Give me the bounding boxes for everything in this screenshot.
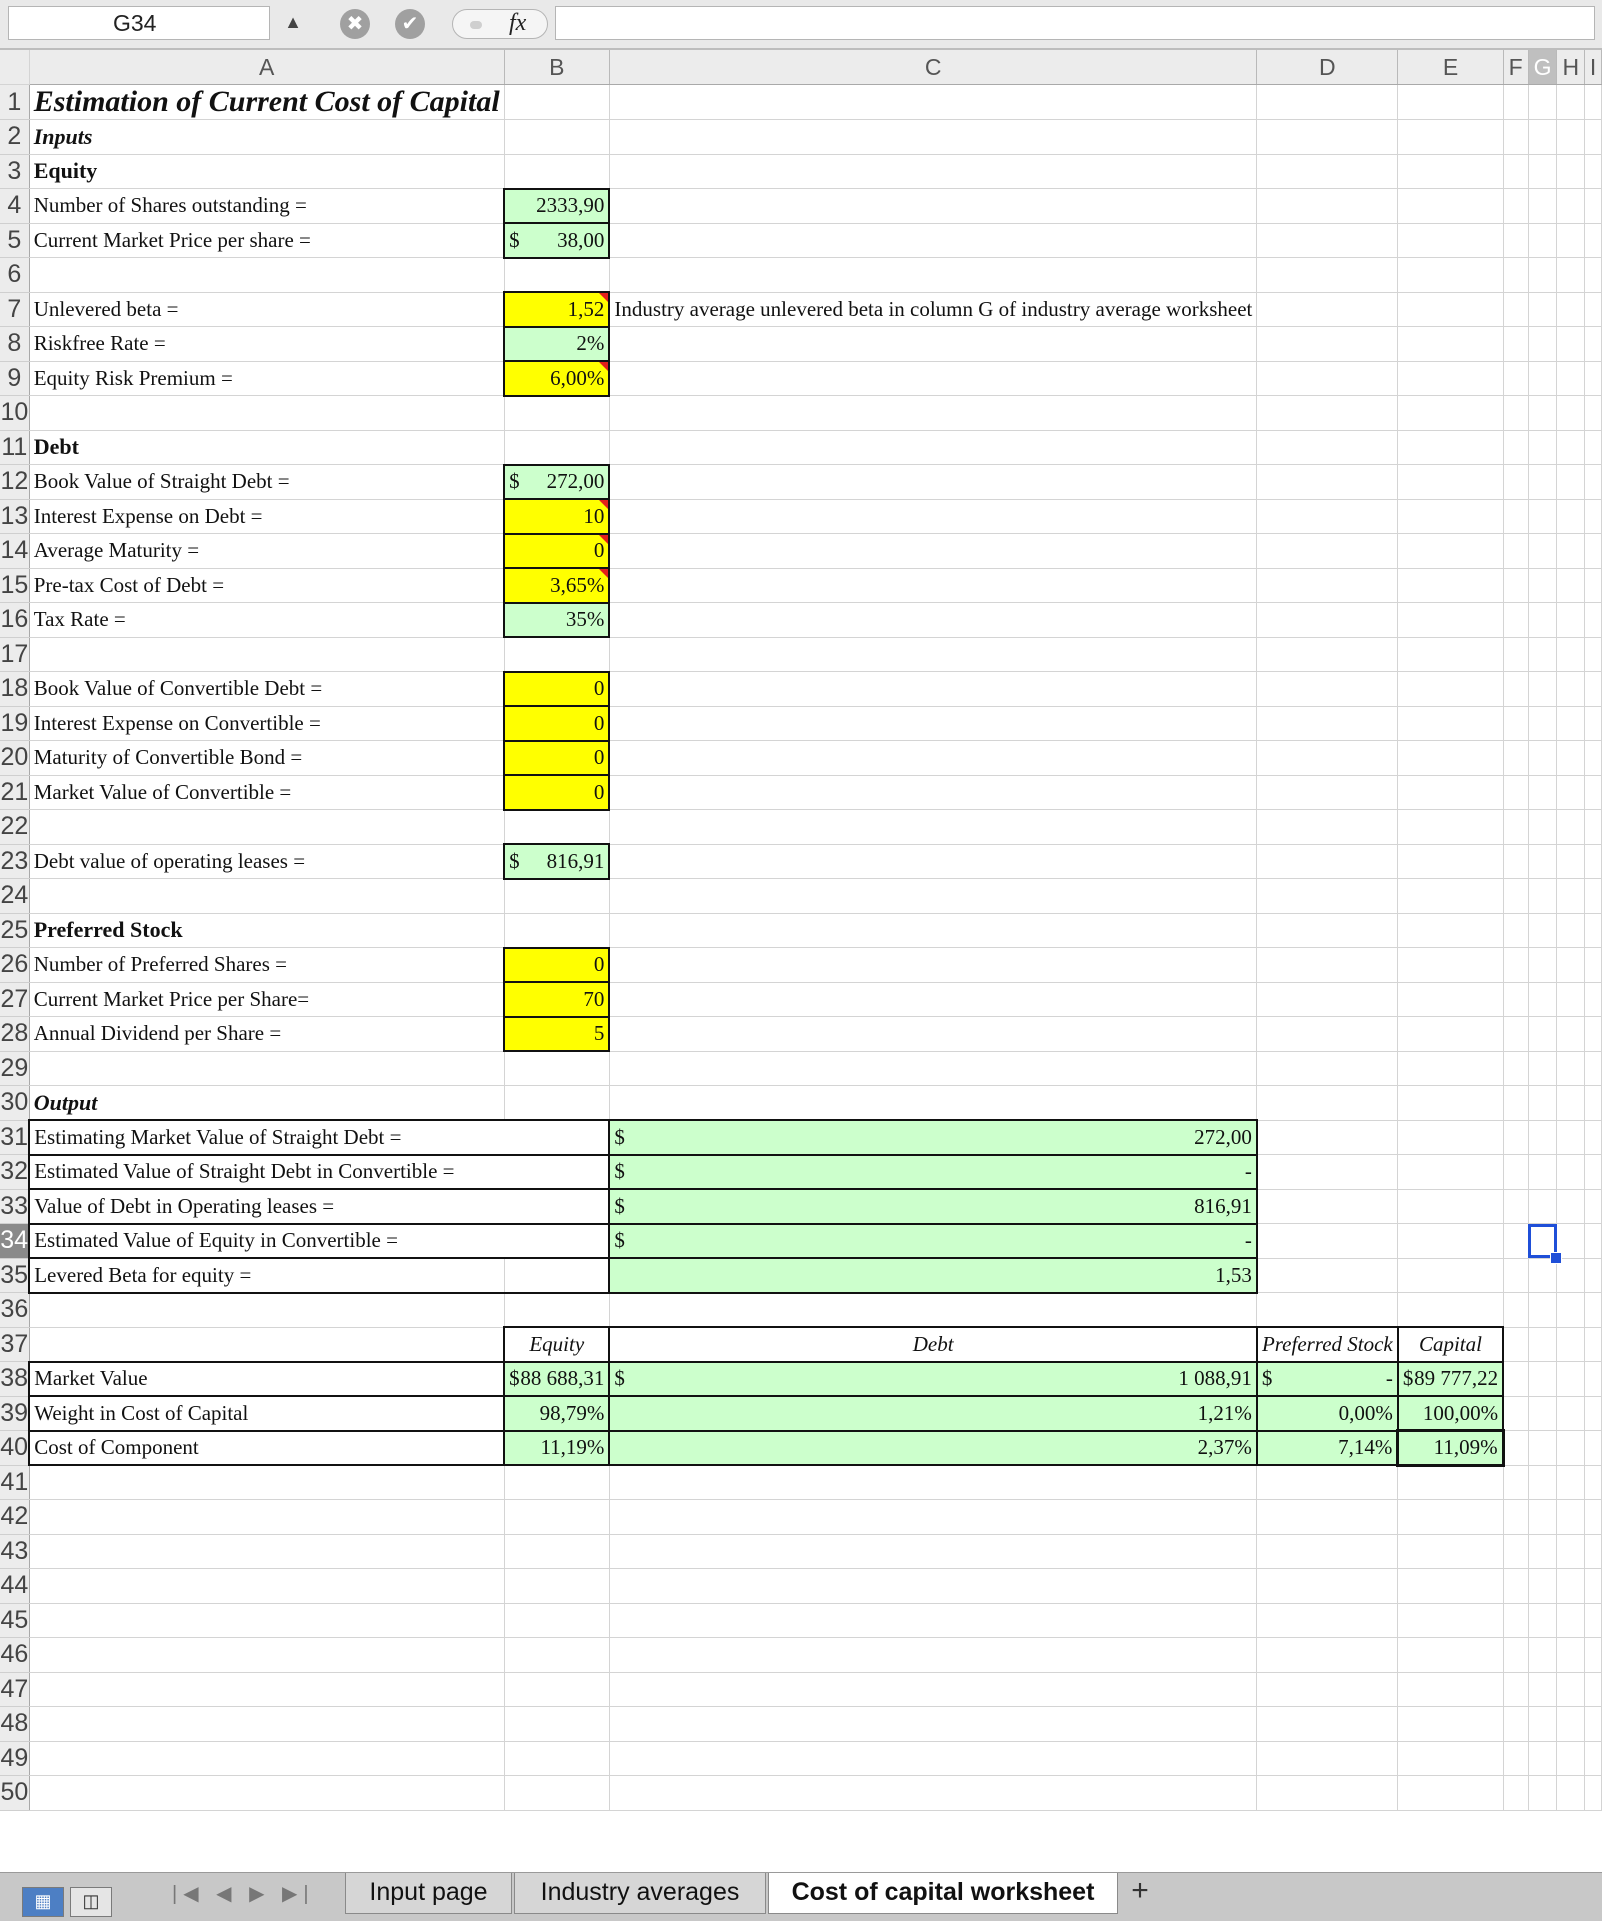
debt-heading[interactable]: Debt	[29, 430, 504, 465]
preferred-heading[interactable]: Preferred Stock	[29, 913, 504, 948]
conv-market-label[interactable]: Market Value of Convertible =	[29, 775, 504, 810]
fill-handle[interactable]	[1550, 1252, 1562, 1264]
insert-function-button[interactable]: fx	[452, 9, 548, 39]
tax-label[interactable]: Tax Rate =	[29, 603, 504, 638]
straight-in-conv-value: -	[1244, 1159, 1252, 1184]
debt-leases-cell[interactable]	[609, 1189, 1256, 1224]
equity-in-conv-label[interactable]: Estimated Value of Equity in Convertible =	[29, 1224, 609, 1259]
tab-input-page[interactable]: Input page	[345, 1873, 512, 1914]
market-value-preferred-amount: -	[1385, 1366, 1393, 1391]
row-header[interactable]: 17	[0, 637, 29, 672]
conv-interest-cell[interactable]: 0	[504, 706, 609, 741]
leases-cell[interactable]	[504, 844, 609, 879]
row-header[interactable]: 3	[0, 154, 29, 189]
row-header[interactable]: 32	[0, 1155, 29, 1190]
pref-div-label[interactable]: Annual Dividend per Share =	[29, 1017, 504, 1052]
row-header[interactable]: 37	[0, 1327, 29, 1362]
book-debt-cell[interactable]	[504, 465, 609, 500]
row-header[interactable]: 21	[0, 775, 29, 810]
weight-label[interactable]: Weight in Cost of Capital	[29, 1396, 504, 1431]
sheet-nav-arrows-icon[interactable]: |◀ ◀ ▶ ▶|	[172, 1883, 315, 1905]
column-header-b[interactable]: B	[504, 50, 609, 85]
row-header[interactable]: 30	[0, 1086, 29, 1121]
row-header[interactable]: 9	[0, 361, 29, 396]
mv-straight-label[interactable]: Estimating Market Value of Straight Debt =	[29, 1120, 609, 1155]
row-header[interactable]: 31	[0, 1120, 29, 1155]
currency-symbol: $	[509, 848, 520, 873]
interest-label[interactable]: Interest Expense on Debt =	[29, 499, 504, 534]
equity-heading[interactable]: Equity	[29, 154, 504, 189]
currency-symbol: $	[614, 1228, 625, 1253]
maturity-label[interactable]: Average Maturity =	[29, 534, 504, 569]
column-header-d[interactable]: D	[1257, 50, 1398, 85]
row-header[interactable]: 39	[0, 1396, 29, 1431]
weight-debt[interactable]: 1,21%	[609, 1396, 1256, 1431]
currency-symbol: $	[1402, 1366, 1414, 1391]
row-header[interactable]: 33	[0, 1189, 29, 1224]
row-header[interactable]: 10	[0, 396, 29, 431]
row-header[interactable]: 11	[0, 430, 29, 465]
row-header[interactable]: 25	[0, 913, 29, 948]
column-header-h[interactable]: H	[1557, 50, 1585, 85]
summary-header-preferred[interactable]: Preferred Stock	[1257, 1327, 1398, 1362]
currency-symbol: $	[614, 1366, 625, 1391]
row-header[interactable]: 48	[0, 1707, 29, 1742]
row-header[interactable]: 45	[0, 1603, 29, 1638]
row-header[interactable]: 4	[0, 189, 29, 224]
maturity-cell[interactable]: 0	[504, 534, 609, 569]
price-label[interactable]: Current Market Price per share =	[29, 223, 504, 258]
weight-preferred[interactable]: 0,00%	[1257, 1396, 1398, 1431]
row-header[interactable]: 22	[0, 810, 29, 845]
unlevered-beta-cell[interactable]: 1,52	[504, 292, 609, 327]
sheet-tab-bar	[0, 1872, 1602, 1921]
currency-symbol: $	[614, 1124, 625, 1149]
formula-input[interactable]	[555, 6, 1595, 40]
row-header[interactable]: 26	[0, 948, 29, 983]
name-box-stepper-icon[interactable]: ▲	[284, 12, 302, 32]
conv-maturity-cell[interactable]: 0	[504, 741, 609, 776]
row-header[interactable]: 16	[0, 603, 29, 638]
cancel-formula-icon[interactable]: ✖	[340, 9, 370, 39]
worksheet-table	[0, 50, 1602, 1811]
market-value-equity[interactable]	[504, 1362, 609, 1397]
row-header[interactable]: 24	[0, 879, 29, 914]
active-cell-g34[interactable]	[1528, 1224, 1557, 1259]
mv-straight-cell[interactable]	[609, 1120, 1256, 1155]
pref-price-label[interactable]: Current Market Price per Share=	[29, 982, 504, 1017]
row-header[interactable]: 47	[0, 1672, 29, 1707]
add-sheet-icon[interactable]: +	[1131, 1874, 1149, 1907]
pretax-label[interactable]: Pre-tax Cost of Debt =	[29, 568, 504, 603]
confirm-formula-icon[interactable]: ✔	[395, 9, 425, 39]
currency-symbol: $	[509, 227, 520, 252]
column-header-f[interactable]: F	[1503, 50, 1528, 85]
column-header-e[interactable]: E	[1398, 50, 1503, 85]
row-header[interactable]: 8	[0, 327, 29, 362]
levered-beta-label[interactable]: Levered Beta for equity =	[29, 1258, 504, 1293]
pretax-cell[interactable]: 3,65%	[504, 568, 609, 603]
weight-capital[interactable]: 100,00%	[1398, 1396, 1503, 1431]
column-header-g[interactable]: G	[1528, 50, 1557, 85]
market-value-equity-amount: 88 688,31	[520, 1366, 605, 1391]
interest-cell[interactable]: 10	[504, 499, 609, 534]
tax-cell[interactable]: 35%	[504, 603, 609, 638]
currency-symbol: $	[1261, 1366, 1273, 1391]
market-value-label[interactable]: Market Value	[29, 1362, 504, 1397]
row-header[interactable]: 40	[0, 1431, 29, 1466]
row-header[interactable]: 41	[0, 1465, 29, 1500]
row-header[interactable]: 49	[0, 1741, 29, 1776]
erp-label[interactable]: Equity Risk Premium =	[29, 361, 504, 396]
leases-label[interactable]: Debt value of operating leases =	[29, 844, 504, 879]
formula-bar	[0, 0, 1602, 50]
name-box[interactable]: G34	[8, 6, 270, 40]
mv-straight-value: 272,00	[1194, 1124, 1252, 1149]
cost-debt[interactable]: 2,37%	[609, 1431, 1256, 1466]
conv-interest-label[interactable]: Interest Expense on Convertible =	[29, 706, 504, 741]
spreadsheet-grid	[0, 50, 1602, 1870]
pref-price-cell[interactable]: 70	[504, 982, 609, 1017]
row-header[interactable]: 27	[0, 982, 29, 1017]
pref-shares-label[interactable]: Number of Preferred Shares =	[29, 948, 504, 983]
conv-maturity-label[interactable]: Maturity of Convertible Bond =	[29, 741, 504, 776]
levered-beta-cell[interactable]: 1,53	[609, 1258, 1256, 1293]
column-header-c[interactable]: C	[609, 50, 1256, 85]
currency-symbol: $	[614, 1193, 625, 1218]
row-header[interactable]: 2	[0, 120, 29, 155]
summary-header-equity[interactable]: Equity	[504, 1327, 609, 1362]
tab-cost-of-capital-worksheet[interactable]: Cost of capital worksheet	[768, 1873, 1118, 1914]
cost-equity[interactable]: 11,19%	[504, 1431, 609, 1466]
row-header[interactable]: 46	[0, 1638, 29, 1673]
cost-capital[interactable]: 11,09%	[1398, 1431, 1503, 1466]
summary-header-debt[interactable]: Debt	[609, 1327, 1256, 1362]
straight-in-conv-cell[interactable]	[609, 1155, 1256, 1190]
select-all-corner[interactable]	[0, 50, 29, 85]
row-header[interactable]: 36	[0, 1293, 29, 1328]
equity-in-conv-value: -	[1244, 1228, 1252, 1253]
row-header[interactable]: 34	[0, 1224, 29, 1259]
debt-leases-value: 816,91	[1194, 1193, 1252, 1218]
market-value-capital-amount: 89 777,22	[1414, 1366, 1499, 1391]
price-value-cell[interactable]	[504, 223, 609, 258]
row-header[interactable]: 29	[0, 1051, 29, 1086]
row-header[interactable]: 50	[0, 1776, 29, 1811]
column-header-i[interactable]: I	[1585, 50, 1602, 85]
row-header[interactable]: 38	[0, 1362, 29, 1397]
row-header[interactable]: 15	[0, 568, 29, 603]
unlevered-beta-label[interactable]: Unlevered beta =	[29, 292, 504, 327]
leases-value: 816,91	[546, 848, 605, 873]
conv-book-label[interactable]: Book Value of Convertible Debt =	[29, 672, 504, 707]
market-value-debt-amount: 1 088,91	[1178, 1366, 1252, 1391]
row-header[interactable]: 12	[0, 465, 29, 500]
shares-value-cell[interactable]: 2333,90	[504, 189, 609, 224]
row-header[interactable]: 14	[0, 534, 29, 569]
cost-preferred[interactable]: 7,14%	[1257, 1431, 1398, 1466]
pref-shares-cell[interactable]: 0	[504, 948, 609, 983]
book-debt-label[interactable]: Book Value of Straight Debt =	[29, 465, 504, 500]
row-header[interactable]: 19	[0, 706, 29, 741]
unlevered-beta-note[interactable]: Industry average unlevered beta in column G of industry average worksheet	[609, 292, 1256, 327]
currency-symbol: $	[509, 1366, 520, 1391]
row-header[interactable]: 28	[0, 1017, 29, 1052]
straight-in-conv-label[interactable]: Estimated Value of Straight Debt in Convertible =	[29, 1155, 609, 1190]
row-header[interactable]: 6	[0, 258, 29, 293]
row-header[interactable]: 1	[0, 85, 29, 120]
pref-div-cell[interactable]: 5	[504, 1017, 609, 1052]
weight-equity[interactable]: 98,79%	[504, 1396, 609, 1431]
page-layout-view-icon[interactable]: ◫	[70, 1887, 112, 1917]
riskfree-cell[interactable]: 2%	[504, 327, 609, 362]
market-value-capital[interactable]	[1398, 1362, 1503, 1397]
column-header-a[interactable]: A	[29, 50, 504, 85]
output-heading[interactable]: Output	[29, 1086, 504, 1121]
debt-leases-label[interactable]: Value of Debt in Operating leases =	[29, 1189, 609, 1224]
market-value-debt[interactable]	[609, 1362, 1256, 1397]
cost-label[interactable]: Cost of Component	[29, 1431, 504, 1466]
book-debt-value: 272,00	[546, 469, 605, 494]
row-header[interactable]: 23	[0, 844, 29, 879]
view-buttons	[22, 1887, 118, 1917]
row-header[interactable]: 20	[0, 741, 29, 776]
currency-symbol: $	[614, 1159, 625, 1184]
normal-view-icon[interactable]: ▦	[22, 1887, 64, 1917]
erp-cell[interactable]: 6,00%	[504, 361, 609, 396]
row-header[interactable]: 43	[0, 1534, 29, 1569]
riskfree-label[interactable]: Riskfree Rate =	[29, 327, 504, 362]
price-value: 38,00	[557, 227, 605, 252]
summary-header-capital[interactable]: Capital	[1398, 1327, 1503, 1362]
row-header[interactable]: 35	[0, 1258, 29, 1293]
sheet-title[interactable]: Estimation of Current Cost of Capital	[29, 85, 504, 120]
conv-book-cell[interactable]: 0	[504, 672, 609, 707]
function-toggle-icon	[470, 21, 482, 29]
row-header[interactable]: 5	[0, 223, 29, 258]
equity-in-conv-cell[interactable]	[609, 1224, 1256, 1259]
shares-label[interactable]: Number of Shares outstanding =	[29, 189, 504, 224]
market-value-preferred[interactable]	[1257, 1362, 1398, 1397]
row-header[interactable]: 18	[0, 672, 29, 707]
row-header[interactable]: 42	[0, 1500, 29, 1535]
inputs-heading[interactable]: Inputs	[29, 120, 504, 155]
row-header[interactable]: 13	[0, 499, 29, 534]
tab-industry-averages[interactable]: Industry averages	[514, 1873, 766, 1914]
currency-symbol: $	[509, 469, 520, 494]
row-header[interactable]: 7	[0, 292, 29, 327]
row-header[interactable]: 44	[0, 1569, 29, 1604]
conv-market-cell[interactable]: 0	[504, 775, 609, 810]
